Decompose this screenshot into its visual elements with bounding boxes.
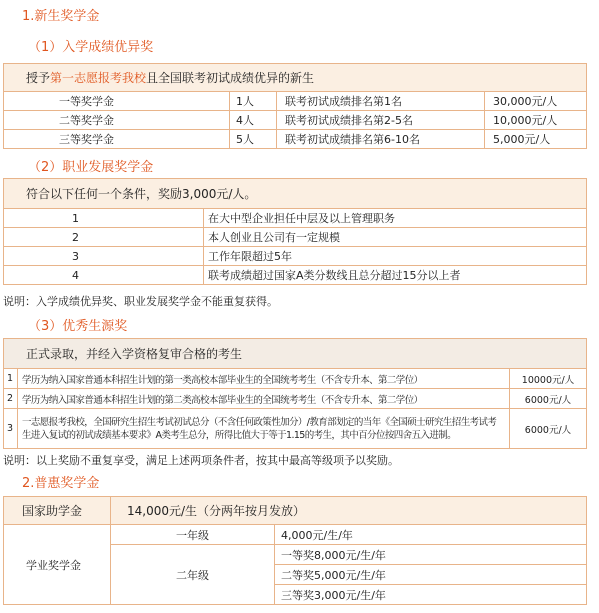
table1-header [4,64,587,92]
level-cell: 三等奖学金 [4,130,230,149]
table-row [4,369,587,389]
year2-value: 三等奖3,000元/生/年 [275,585,587,605]
num-cell: 2 [4,389,18,409]
national-grant-value: 14,000元/生（分两年按月发放） [111,497,587,525]
criteria-cell: 联考初试成绩排名第6-10名 [277,130,485,149]
national-grant-label: 国家助学金 [4,497,111,525]
sub2-title: （2）职业发展奖学金 [28,160,154,175]
text-cell: 在大中型企业担任中层及以上管理职务 [204,209,587,228]
table2-header-text: 符合以下任何一个条件，奖励3,000元/人。 [4,179,587,209]
text-cell: 工作年限超过5年 [204,247,587,266]
table-row [4,92,587,111]
sub3-title: （3）优秀生源奖 [28,319,128,334]
grant-table [3,496,587,605]
award-table-1 [3,63,587,149]
num-cell: 1 [4,209,204,228]
text-cell: 学历为纳入国家普通本科招生计划的第一类高校本部毕业生的全国统考考生（不含专升本、第二学位） [18,369,510,389]
year2-value: 一等奖8,000元/生/年 [275,545,587,565]
table-row [4,409,587,449]
text-cell: 学历为纳入国家普通本科招生计划的第二类高校本部毕业生的全国统考考生（不含专升本、第二学位） [18,389,510,409]
year2-label: 二年级 [111,545,275,605]
amount-cell: 6000元/人 [510,389,587,409]
amount-cell: 6000元/人 [510,409,587,449]
count-cell: 4人 [230,111,277,130]
criteria-cell: 联考初试成绩排名第1名 [277,92,485,111]
amount-cell: 30,000元/人 [485,92,587,111]
text-cell: 联考成绩超过国家A类分数线且总分超过15分以上者 [204,266,587,285]
amount-cell: 10,000元/人 [485,111,587,130]
table-row [4,228,587,247]
num-cell: 3 [4,409,18,449]
section2-title: 2.普惠奖学金 [22,476,100,491]
award-table-3 [3,338,587,449]
amount-cell: 10000元/人 [510,369,587,389]
header-highlight: 第一志愿报考我校 [50,71,147,85]
table-row [4,389,587,409]
text-cell: 本人创业且公司有一定规模 [204,228,587,247]
amount-cell: 5,000元/人 [485,130,587,149]
sub3-note: 说明：以上奖励不重复享受，满足上述两项条件者，按其中最高等级项予以奖励。 [3,454,399,467]
level-cell: 二等奖学金 [4,111,230,130]
table-row [4,525,587,545]
num-cell: 1 [4,369,18,389]
num-cell: 2 [4,228,204,247]
num-cell: 4 [4,266,204,285]
year2-value: 二等奖5,000元/生/年 [275,565,587,585]
table-row [4,209,587,228]
count-cell: 5人 [230,130,277,149]
year1-label: 一年级 [111,525,275,545]
academic-label: 学业奖学金 [4,525,111,605]
num-cell: 3 [4,247,204,266]
table2-header [4,179,587,209]
criteria-cell: 联考初试成绩排名第2-5名 [277,111,485,130]
table3-header-text: 正式录取，并经入学资格复审合格的考生 [4,339,587,369]
sub1-title: （1）入学成绩优异奖 [28,40,154,55]
table-row [4,266,587,285]
award-table-2 [3,178,587,285]
year1-value: 4,000元/生/年 [275,525,587,545]
level-cell: 一等奖学金 [4,92,230,111]
table-row [4,111,587,130]
table-row [4,130,587,149]
header-pre: 授予 [26,71,51,85]
count-cell: 1人 [230,92,277,111]
text-cell: 一志愿报考我校，全国研究生招生考试初试总分（不含任何政策性加分）/教育部划定的当年《全国硕士研究生招生考试考生进入复试的初试成绩基本要求》A类考生总分，所得比值大于等于1.15的考生，其中百分位按四舍五入进制。 [18,409,510,449]
table-row [4,247,587,266]
header-post: 且全国联考初试成绩优异的新生 [146,71,315,85]
section1-title: 1.新生奖学金 [22,9,100,24]
sub2-note: 说明：入学成绩优异奖、职业发展奖学金不能重复获得。 [3,295,278,308]
national-grant-row [4,497,587,525]
table3-header [4,339,587,369]
